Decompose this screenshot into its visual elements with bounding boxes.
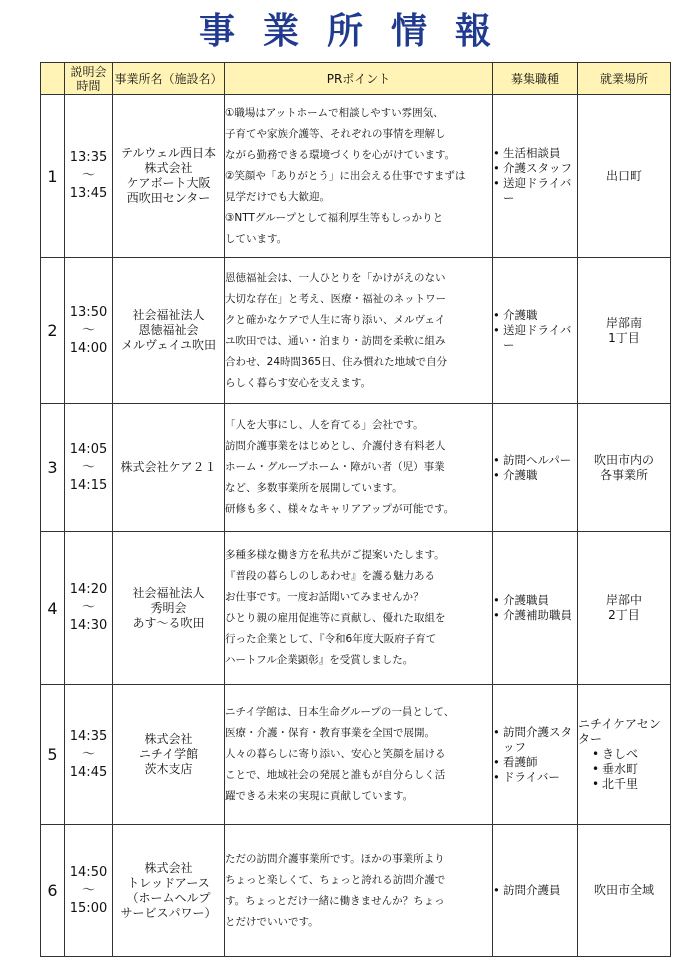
time-start: 14:05 xyxy=(69,441,108,457)
job-list xyxy=(493,453,577,483)
pr-line: 躍できる未来の実現に貢献しています。 xyxy=(225,790,414,802)
pr-line: しています。 xyxy=(225,232,288,245)
pr-line: 「人を大事にし、人を育てる」会社です。 xyxy=(225,419,424,431)
work-location-line: 1丁目 xyxy=(608,330,640,345)
work-location-line: 各事業所 xyxy=(599,467,648,482)
work-location-list xyxy=(578,747,670,792)
work-location-line: 岸部南 xyxy=(605,315,642,330)
time-end: 15:00 xyxy=(69,900,108,916)
job-item: • ドライバー xyxy=(493,770,577,785)
pr-line: 多種多様な働き方を私共がご提案いたします。 xyxy=(225,549,445,561)
pr-line: など、多数事業所を展開しています。 xyxy=(225,482,403,494)
job-item: • 介護スタッフ xyxy=(493,161,577,176)
time-separator: ～ xyxy=(81,882,95,898)
time-end: 14:00 xyxy=(69,340,108,356)
session-time xyxy=(65,685,113,825)
time-end: 14:30 xyxy=(69,618,108,633)
row-number: 3 xyxy=(41,404,65,532)
work-location-item: • きしべ xyxy=(592,747,670,762)
job-list xyxy=(493,883,577,898)
job-item: • 訪問介護員 xyxy=(493,883,577,898)
page-title: 事業所情報 xyxy=(198,11,519,52)
pr-line: 『普段の暮らしのしあわせ』を護る魅力ある xyxy=(225,570,435,582)
work-location-line: 岸部中 xyxy=(605,593,642,607)
work-location xyxy=(578,825,671,957)
company-name: 社会福祉法人 恩徳福祉会 メルヴェイユ吹田 xyxy=(113,258,225,404)
work-location-line: 吹田市内の xyxy=(593,452,654,467)
row-number: 4 xyxy=(41,532,65,685)
row-number: 6 xyxy=(41,825,65,957)
job-list xyxy=(493,593,577,623)
time-start: 13:50 xyxy=(69,304,108,320)
work-location-lead: ニチイケアセンター xyxy=(578,717,661,746)
time-start: 14:35 xyxy=(69,728,108,744)
work-location-line: 出口町 xyxy=(605,168,642,183)
table-row xyxy=(41,532,671,685)
pr-points xyxy=(225,404,493,532)
session-time xyxy=(65,825,113,957)
pr-line: 大切な存在」と考え、医療・福祉のネットワー xyxy=(225,292,447,305)
work-location-item: • 垂水町 xyxy=(592,762,670,777)
work-location xyxy=(578,404,671,532)
pr-line: ②笑顔や「ありがとう」に出会える仕事ですまずは xyxy=(225,169,466,182)
work-location xyxy=(578,685,671,825)
job-item: • 送迎ドライバー xyxy=(493,176,577,206)
pr-points xyxy=(225,825,493,957)
pr-line: 人々の暮らしに寄り添い、安心と笑顔を届ける xyxy=(225,748,446,760)
pr-line: ハートフル企業顕彰』を受賞しました。 xyxy=(225,654,414,666)
pr-line: 合わせ、24時間365日、住み慣れた地域で自分 xyxy=(225,355,448,368)
pr-line: す。ちょっとだけ一緒に働きませんか？ちょっ xyxy=(225,894,445,907)
pr-points xyxy=(225,258,493,404)
pr-line: 医療・介護・保育・教育事業を全国で展開。 xyxy=(225,727,435,739)
job-item: • 送迎ドライバー xyxy=(493,323,577,353)
company-name: 社会福祉法人 秀明会 あす～る吹田 xyxy=(113,532,225,685)
header-job-types: 募集職種 xyxy=(493,63,578,95)
pr-line: 恩徳福祉会は、一人ひとりを「かけがえのない xyxy=(225,271,446,284)
company-name: 株式会社ケア２１ xyxy=(113,404,225,532)
session-time xyxy=(65,532,113,685)
job-item: • 介護職 xyxy=(493,308,577,323)
time-start: 14:20 xyxy=(69,582,108,597)
work-location xyxy=(578,532,671,685)
job-types xyxy=(493,404,578,532)
job-types xyxy=(493,258,578,404)
pr-points xyxy=(225,532,493,685)
pr-line: らしく暮らす安心を支えます。 xyxy=(225,376,372,389)
job-item: • 介護補助職員 xyxy=(493,608,577,623)
time-start: 13:35 xyxy=(69,150,108,165)
time-separator: ～ xyxy=(81,322,95,338)
job-types xyxy=(493,532,578,685)
job-item: • 生活相談員 xyxy=(493,146,577,161)
pr-line: クと確かなケアで人生に寄り添い、メルヴェイ xyxy=(225,313,446,326)
time-end: 13:45 xyxy=(69,186,108,201)
pr-line: ながら勤務できる環境づくりを心がけています。 xyxy=(225,148,456,161)
company-name: 株式会社 トレッドアース （ホームヘルプ サービスパワー） xyxy=(113,825,225,957)
pr-line: ちょっと楽しくて、ちょっと誇れる訪問介護で xyxy=(225,873,446,886)
work-location xyxy=(578,95,671,258)
pr-line: ユ吹田では、通い・泊まり・訪問を柔軟に組み xyxy=(225,334,446,347)
pr-line: 行った企業として、『令和6年度大阪府子育て xyxy=(225,633,437,645)
job-item: • 訪問介護スタッフ xyxy=(493,725,577,755)
table-row xyxy=(41,685,671,825)
pr-line: ただの訪問介護事業所です。ほかの事業所より xyxy=(225,852,445,865)
work-location-item: • 北千里 xyxy=(592,777,670,792)
session-time xyxy=(65,258,113,404)
session-time xyxy=(65,404,113,532)
company-info-table xyxy=(40,62,671,957)
pr-line: 訪問介護事業をはじめとし、介護付き有料老人 xyxy=(225,440,446,452)
job-list xyxy=(493,725,577,785)
header-time-line1: 説明会 xyxy=(70,64,107,79)
header-pr-points: PRポイント xyxy=(225,63,493,95)
table-row xyxy=(41,258,671,404)
row-number: 2 xyxy=(41,258,65,404)
row-number: 5 xyxy=(41,685,65,825)
table-row xyxy=(41,825,671,957)
job-item: • 介護職員 xyxy=(493,593,577,608)
company-name: 株式会社 ニチイ学館 茨木支店 xyxy=(113,685,225,825)
time-start: 14:50 xyxy=(69,864,108,880)
time-separator: ～ xyxy=(81,168,95,183)
pr-points xyxy=(225,95,493,258)
session-time xyxy=(65,95,113,258)
job-types xyxy=(493,95,578,258)
pr-line: お仕事です。一度お話聞いてみませんか？ xyxy=(225,591,424,603)
pr-line: ことで、地域社会の発展と誰もが自分らしく活 xyxy=(225,769,446,781)
time-separator: ～ xyxy=(81,600,95,615)
pr-line: ひとり親の雇用促進等に貢献し、優れた取組を xyxy=(225,612,446,624)
time-end: 14:45 xyxy=(69,764,108,780)
job-types xyxy=(493,685,578,825)
header-work-location: 就業場所 xyxy=(578,63,671,95)
row-number: 1 xyxy=(41,95,65,258)
pr-line: 研修も多く、様々なキャリアアップが可能です。 xyxy=(225,503,455,515)
job-list xyxy=(493,146,577,206)
pr-line: 見学だけでも大歓迎。 xyxy=(225,190,330,203)
time-end: 14:15 xyxy=(69,477,108,493)
pr-line: ホーム・グループホーム・障がい者（児）事業 xyxy=(225,461,445,473)
job-item: • 訪問ヘルパー xyxy=(493,453,577,468)
header-number xyxy=(41,63,65,95)
company-name: テルウェル西日本 株式会社 ケアボート大阪 西吹田センター xyxy=(113,95,225,258)
pr-line: とだけでいいです。 xyxy=(225,915,319,928)
job-types xyxy=(493,825,578,957)
work-location-line: 2丁目 xyxy=(608,608,640,622)
time-separator: ～ xyxy=(81,459,95,475)
pr-line: ①職場はアットホームで相談しやすい雰囲気、 xyxy=(225,106,444,119)
job-item: • 看護師 xyxy=(493,755,577,770)
job-item: • 介護職 xyxy=(493,468,577,483)
table-row xyxy=(41,404,671,532)
pr-line: ③NTTグループとして福利厚生等もしっかりと xyxy=(225,211,444,224)
job-list xyxy=(493,308,577,353)
header-time-line2: 時間 xyxy=(76,78,101,93)
work-location-line: 吹田市全域 xyxy=(593,883,654,897)
work-location xyxy=(578,258,671,404)
pr-line: 子育てや家族介護等、それぞれの事情を理解し xyxy=(225,127,446,140)
pr-points xyxy=(225,685,493,825)
header-time xyxy=(65,63,113,95)
pr-line: ニチイ学館は、日本生命グループの一員として、 xyxy=(225,706,455,718)
table-header-row xyxy=(41,63,671,95)
header-company-name: 事業所名（施設名） xyxy=(113,63,225,95)
time-separator: ～ xyxy=(81,746,95,762)
table-row xyxy=(41,95,671,258)
